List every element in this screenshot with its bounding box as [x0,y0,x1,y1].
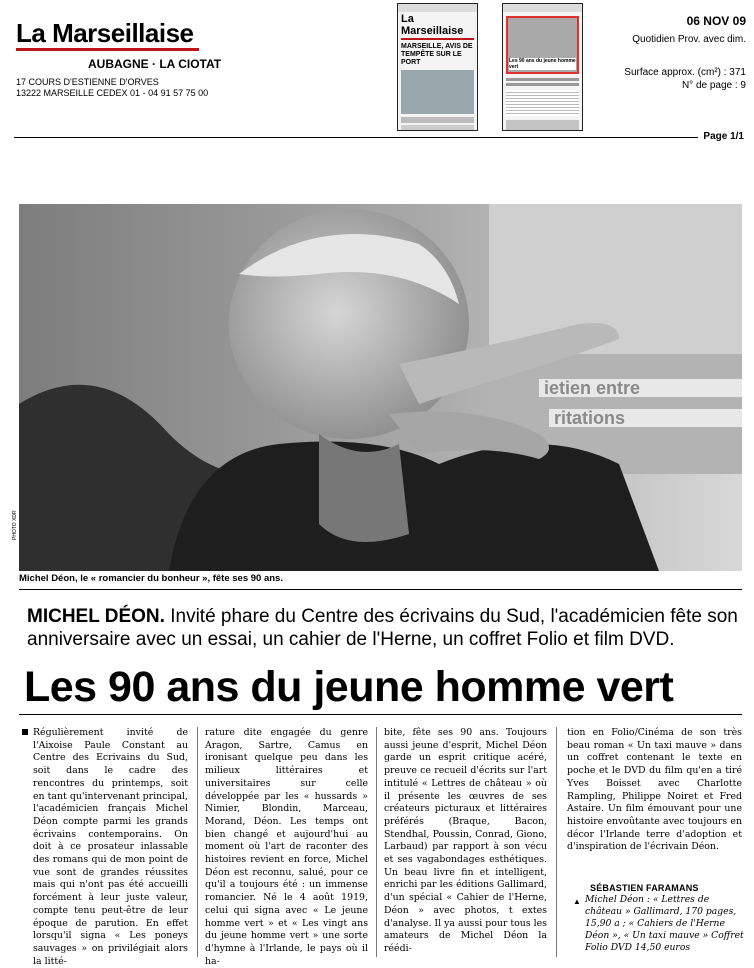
section-rule [19,589,742,590]
page-of-pages: Page 1/1 [703,131,744,142]
article-column-1: Régulièrement invité de l'Aixoise Paule Constant au Centre des Ecrivains du Sud, soit dans le cadre des rencontres du printemps, soit en tant qu'intervenant principal, l'académicien français Michel Déon compte parmi les grands écrivains contemporains. On doit à ce prosateur inlassable des romans qui de mon point de vue sont de grandes réussites mais qui n'ont pas été accueilli forcément à leur juste valeur, compte tenu peut-être de leur époque de parution. En effet lorsqu'il signa « Les poneys sauvages » on privilégiait alors la litté- [33,727,188,967]
standfirst-text: Invité phare du Centre des écrivains du Sud, l'académicien fête son anniversaire avec un essai, un cahier de l'Herne, un coffret Folio et film DVD. [27,606,738,650]
article-column-3: bite, fête ses 90 ans. Toujours aussi jeune d'esprit, Michel Déon garde un esprit critique acéré, preuve ce recueil d'écrits sur l'art intitulé « Lettres de château » où il présente les œuvres de ses créateurs picturaux et littéraires préférés (Braque, Bacon, Stendhal, Poussin, Conrad, Giono, Larbaud) par rapport à son vécu et ses vagabondages esthétiques. Un beau livre fin et intelligent, enrichi par les éditions Gallimard, d'un spécial « Cahier de l'Herne, Déon » avec photos, t extes d'analyse. Il ya aussi pour tous les amateurs de Michel Déon la réédi- [384,727,547,954]
lead-square-icon [22,729,28,735]
photo-caption: Michel Déon, le « romancier du bonheur », fête ses 90 ans. [19,573,283,584]
publication-frequency: Quotidien Prov. avec dim. [632,34,746,45]
article-column-2: rature dite engagée du genre Aragon, Sartre, Camus en ironisant quelque peu dans les milieux littéraires et universitaires sur celle développée par les « hussards » Nimier, Blondin, Marceau, Morand, Déon. Les temps ont bien changé et aujourd'hui au moment où l'art de raconter des histoires revient en force, Michel Déon est reconnu, salué, pour ce qu'il a toujours été : un immense romancier. Né le 4 août 1919, celui qui signa avec « Le jeune homme vert » et « Les vingt ans du jeune homme vert » une sorte d'hymne à l'Irlande, le pays où il ha- [205,727,368,967]
kicker: MICHEL DÉON. [27,606,165,627]
page-number: N° de page : 9 [681,80,746,91]
address-line-2: 13222 MARSEILLE CEDEX 01 - 04 91 57 75 00 [16,88,209,98]
newspaper-logo: La Marseillaise [16,18,194,48]
portrait-illustration [19,204,742,571]
book-references: Michel Déon : « Lettres de château » Gallimard, 170 pages, 15,90 a ; « Cahiers de l'Herne Déon », « Un taxi mauve » Coffret Folio DVD 14,50 euros [585,894,744,953]
article-column-4: tion en Folio/Cinéma de son très beau roman « Un taxi mauve » dans un coffret contenant le texte en poche et le DVD du film qu'en a tiré Yves Boisset avec Charlotte Rampling, Philippe Noiret et Fred Astaire. Un film émouvant pour une histoire envoûtante avec toujours en décor l'Irlande terre d'adoption et d'inspiration de l'écrivain Déon. [567,727,742,853]
surface-area: Surface approx. (cm²) : 371 [624,67,746,78]
headline-rule [19,714,742,715]
background-text-2: ritations [554,408,626,428]
article-page-thumbnail [502,3,583,131]
column-divider [197,727,198,957]
header-rule [14,137,698,138]
thumbnail-logo: La Marseillaise [401,13,464,37]
address-line-1: 17 COURS D'ESTIENNE D'ORVES [16,77,159,87]
column-divider [376,727,377,957]
article-photo [19,204,742,571]
logo-underline [16,48,199,51]
column-divider [556,727,557,957]
thumbnail-article-headline: Les 90 ans du jeune homme vert [509,58,576,70]
headline: Les 90 ans du jeune homme vert [24,663,674,711]
triangle-bullet-icon: ▲ [573,897,581,906]
background-text-1: ietien entre [544,378,641,398]
publisher-address [16,77,208,99]
front-page-thumbnail [397,3,478,131]
standfirst [27,605,747,651]
thumbnail-headline: MARSEILLE, AVIS DE TEMPÊTE SUR LE PORT [401,43,473,66]
author-byline: SÉBASTIEN FARAMANS [590,883,699,893]
edition-label: AUBAGNE · LA CIOTAT [88,57,222,71]
photo-credit: PHOTO XDR [12,510,18,540]
publication-date: 06 NOV 09 [686,14,746,28]
